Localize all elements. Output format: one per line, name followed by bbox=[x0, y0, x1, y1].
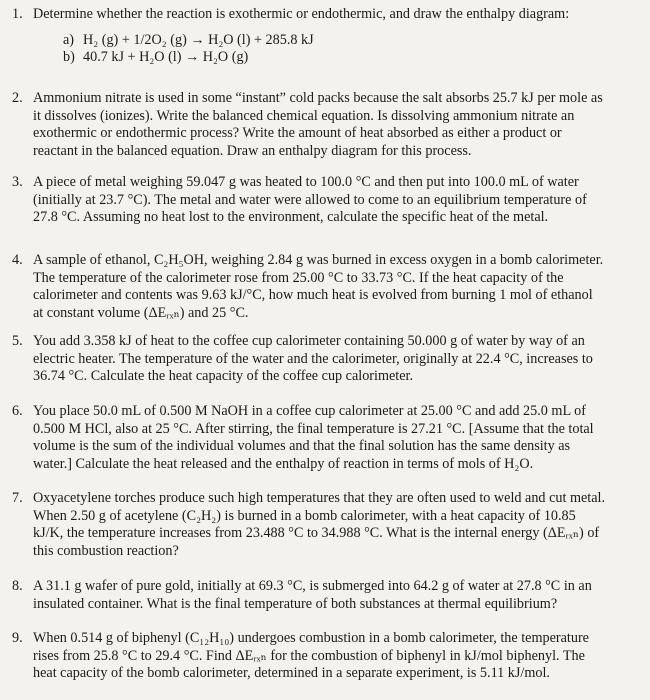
part-b: b) 40.7 kJ + H₂O (l) → H₂O (g) bbox=[63, 49, 249, 66]
question-number: 7. bbox=[12, 490, 23, 506]
question-8 bbox=[6, 578, 642, 613]
question-5 bbox=[6, 333, 642, 386]
part-a: a) H₂ (g) + 1/2O₂ (g) → H₂O (l) + 285.8 kJ bbox=[63, 31, 314, 48]
question-number: 1. bbox=[12, 6, 23, 22]
question-number: 4. bbox=[12, 252, 23, 268]
question-6 bbox=[6, 403, 642, 473]
question-text: When 0.514 g of biphenyl (C₁₂H₁₀) undergoes combustion in a bomb calorimeter, the temperature rises from 25.8 °C to 29.4 °C. Find ΔEᵣₓₙ for the combustion of biphenyl in kJ/mol biphenyl. The heat capacity of the bomb calorimeter, determined in a separate experiment, is 5.11 kJ/mol. bbox=[33, 630, 589, 682]
question-text: Oxyacetylene torches produce such high temperatures that they are often used to weld and cut metal. When 2.50 g of acetylene (C₂H₂) is burned in a bomb calorimeter, with a heat capacity of 10.85 kJ/K, the temperature increases from 23.488 °C to 34.988 °C. What is the internal energy (ΔEᵣₓₙ) of this combustion reaction? bbox=[33, 490, 606, 559]
question-text: Ammonium nitrate is used in some “instant” cold packs because the salt absorbs 25.7 kJ per mole as it dissolves (ionizes). Write the balanced chemical equation. Is dissolving ammonium nitrate an exothermic or endothermic process? Write the amount of heat absorbed as either a product or reactant in the balanced equation. Draw an enthalpy diagram for this process. bbox=[33, 90, 603, 159]
question-1 bbox=[6, 6, 642, 67]
question-text: A 31.1 g wafer of pure gold, initially at 69.3 °C, is submerged into 64.2 g of water at 27.8 °C in an insulated container. What is the final temperature of both substances at thermal equilibrium? bbox=[33, 578, 592, 612]
question-parts bbox=[63, 32, 642, 67]
question-number: 2. bbox=[12, 90, 23, 106]
question-text: You place 50.0 mL of 0.500 M NaOH in a coffee cup calorimeter at 25.00 °C and add 25.0 mL of 0.500 M HCl, also at 25 °C. After stirring, the final temperature is 27.21 °C. [Assume that the total volume is the sum of the individual volumes and that the final solution has the same density as water.] Calculate the heat released and the enthalpy of reaction in terms of mols of H₂O. bbox=[33, 403, 594, 472]
question-number: 6. bbox=[12, 403, 23, 419]
question-3 bbox=[6, 174, 642, 227]
question-text: A sample of ethanol, C₂H₅OH, weighing 2.84 g was burned in excess oxygen in a bomb calorimeter. The temperature of the calorimeter rose from 25.00 °C to 33.73 °C. If the heat capacity of the calorimeter and contents was 9.63 kJ/°C, how much heat is evolved from burning 1 mol of ethanol at constant volume (ΔEᵣₓₙ) and 25 °C. bbox=[33, 252, 604, 321]
question-number: 3. bbox=[12, 174, 23, 190]
question-number: 9. bbox=[12, 630, 23, 646]
question-7 bbox=[6, 490, 642, 560]
question-text: Determine whether the reaction is exothermic or endothermic, and draw the enthalpy diagram: bbox=[33, 6, 570, 22]
question-text: You add 3.358 kJ of heat to the coffee cup calorimeter containing 50.000 g of water by way of an electric heater. The temperature of the water and the calorimeter, originally at 22.4 °C, increases to 36.74 °C. Calculate the heat capacity of the coffee cup calorimeter. bbox=[33, 333, 593, 385]
question-number: 5. bbox=[12, 333, 23, 349]
question-9 bbox=[6, 630, 642, 683]
question-4 bbox=[6, 252, 642, 322]
question-2 bbox=[6, 90, 642, 160]
question-text: A piece of metal weighing 59.047 g was heated to 100.0 °C and then put into 100.0 mL of water (initially at 23.7 °C). The metal and water were allowed to come to an equilibrium temperature of 27.8 °C. Assuming no heat lost to the environment, calculate the specific heat of the metal. bbox=[33, 174, 587, 226]
question-number: 8. bbox=[12, 578, 23, 594]
